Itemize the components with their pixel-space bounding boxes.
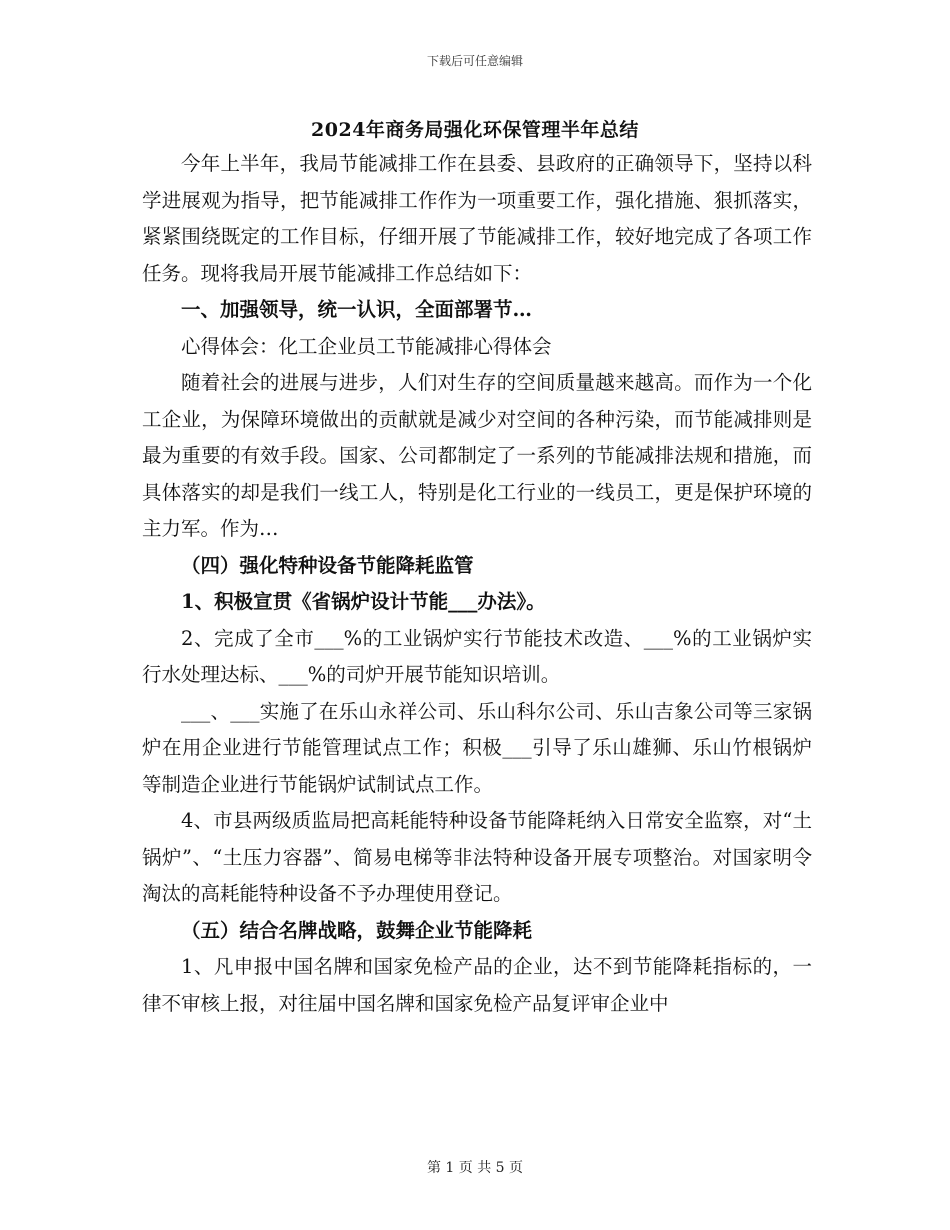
intro-paragraph: 今年上半年，我局节能减排工作在县委、县政府的正确领导下，坚持以科学进展观为指导，把节能减排工作作为一项重要工作，强化措施、狠抓落实，紧紧围绕既定的工作目标，仔细开展了节能减排工作，较好地完成了各项工作任务。现将我局开展节能减排工作总结如下： xyxy=(142,152,812,285)
page-number: 第 1 页 共 5 页 xyxy=(426,1160,524,1176)
section-heading-1: 一、加强领导，统一认识，全面部署节… xyxy=(181,298,533,321)
item-5-1-paragraph: 1、凡申报中国名牌和国家免检产品的企业，达不到节能降耗指标的，一律不审核上报，对往届中国名牌和国家免检产品复评审企业中 xyxy=(142,955,812,1015)
document-title: 2024年商务局强化环保管理半年总结 xyxy=(311,119,639,141)
section-heading-5: （五）结合名牌战略，鼓舞企业节能降耗 xyxy=(181,918,533,942)
experience-paragraph: 随着社会的进展与进步，人们对生存的空间质量越来越高。而作为一个化工企业，为保障环境做出的贡献就是减少对空间的各种污染，而节能减排则是最为重要的有效手段。国家、公司都制定了一系列的节能减排法规和措施，而具体落实的却是我们一线工人，特别是化工行业的一线员工，更是保护环境的主力军。作为… xyxy=(142,371,812,540)
item-4-paragraph: 4、市县两级质监局把高耗能特种设备节能降耗纳入日常安全监察，对“土锅炉”、“土压力容器”、简易电梯等非法特种设备开展专项整治。对国家明令淘汰的高耗能特种设备不予办理使用登记。 xyxy=(142,809,812,905)
item-3-paragraph: ___、___实施了在乐山永祥公司、乐山科尔公司、乐山吉象公司等三家锅炉在用企业进行节能管理试点工作；积极___引导了乐山雄狮、乐山竹根锅炉等制造企业进行节能锅炉试制试点工作。 xyxy=(142,699,812,796)
section-heading-4: （四）强化特种设备节能降耗监管 xyxy=(181,553,474,577)
document-body xyxy=(142,146,812,1022)
page-header-note: 下载后可任意编辑 xyxy=(426,54,523,68)
item-1-heading: 1、积极宣贯《省锅炉设计节能___办法》。 xyxy=(181,590,546,613)
experience-subtitle: 心得体会：化工企业员工节能减排心得体会 xyxy=(181,334,552,358)
item-2-paragraph: 2、完成了全市___%的工业锅炉实行节能技术改造、___%的工业锅炉实行水处理达标、___%的司炉开展节能知识培训。 xyxy=(142,626,812,686)
